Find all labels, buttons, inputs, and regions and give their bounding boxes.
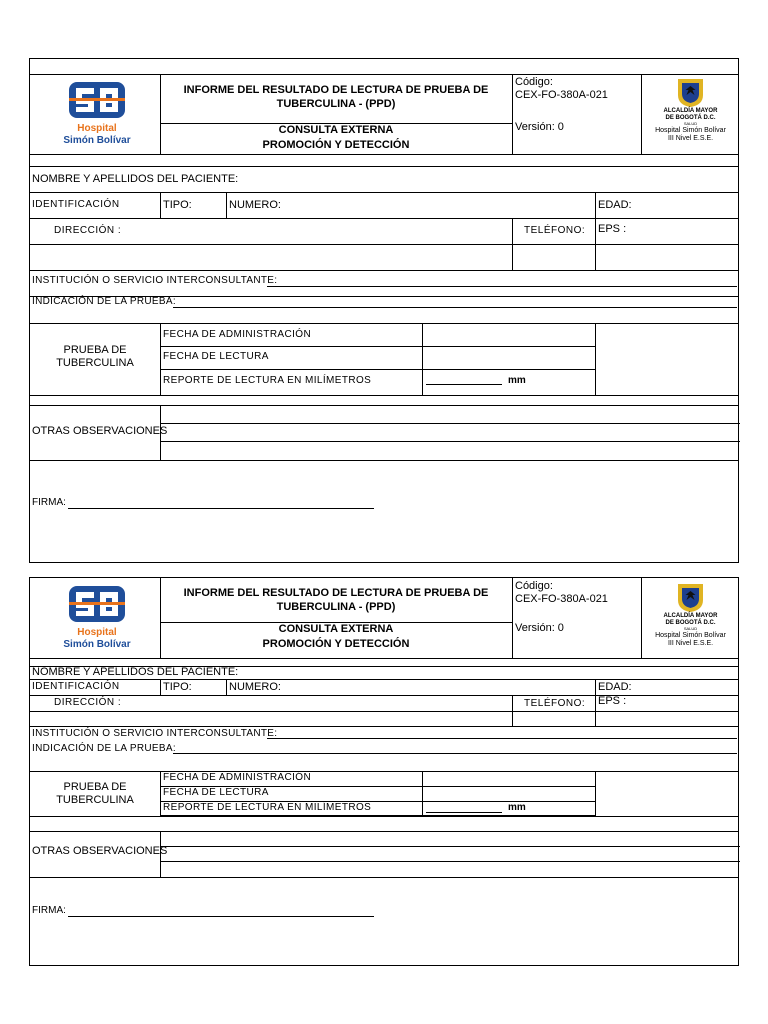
- hospital-logo: [52, 583, 142, 655]
- crest-line4: Hospital Simón Bolívar: [655, 127, 726, 134]
- crest-icon: [642, 582, 739, 612]
- admin-date-label: FECHA DE ADMINISTRACIÓN: [163, 329, 312, 340]
- reading-date-label: FECHA DE LECTURA: [163, 787, 269, 798]
- form-subtitle-line1: CONSULTA EXTERNA: [278, 623, 394, 635]
- code-value: CEX-FO-380A-021: [515, 593, 608, 605]
- address-label: DIRECCIÓN :: [54, 225, 122, 236]
- type-label: TIPO:: [163, 681, 192, 693]
- test-label-line2: TUBERCULINA: [56, 357, 134, 369]
- number-label: NUMERO:: [229, 199, 281, 211]
- version-label: Versión: 0: [515, 121, 564, 133]
- test-label-line1: PRUEBA DE: [63, 781, 127, 793]
- type-label: TIPO:: [163, 199, 192, 211]
- test-label-line1: PRUEBA DE: [63, 344, 127, 356]
- crest-line2: DE BOGOTÁ D.C.: [665, 115, 716, 121]
- address-label: DIRECCIÓN :: [54, 697, 122, 708]
- form-title-line2: TUBERCULINA - (PPD): [276, 601, 396, 613]
- report-mm-label: REPORTE DE LECTURA EN MILÍMETROS: [163, 375, 372, 386]
- bogota-crest-logo: [642, 582, 739, 658]
- report-mm-label: REPORTE DE LECTURA EN MILÍMETROS: [163, 802, 372, 813]
- logo-text-name: Simón Bolívar: [63, 135, 131, 146]
- logo-text-name: Simón Bolívar: [63, 639, 131, 650]
- admin-date-label: FECHA DE ADMINISTRACIÓN: [163, 772, 312, 783]
- mm-unit-label: mm: [508, 802, 526, 813]
- eps-label: EPS :: [598, 223, 627, 235]
- crest-line3: SALUD: [683, 121, 698, 126]
- crest-line3: SALUD: [683, 626, 698, 631]
- identification-label: IDENTIFICACIÓN: [32, 199, 120, 210]
- form-title-line1: INFORME DEL RESULTADO DE LECTURA DE PRUEBA DE: [183, 84, 489, 96]
- other-observations-label: OTRAS OBSERVACIONES: [32, 425, 168, 437]
- phone-label: TELÉFONO:: [524, 698, 586, 709]
- crest-icon: [642, 77, 739, 107]
- crest-line2: DE BOGOTÁ D.C.: [665, 620, 716, 626]
- signature-label: FIRMA:: [32, 497, 66, 508]
- other-observations-label: OTRAS OBSERVACIONES: [32, 845, 168, 857]
- patient-name-label: NOMBRE Y APELLIDOS DEL PACIENTE:: [32, 666, 239, 678]
- code-value: CEX-FO-380A-021: [515, 89, 608, 101]
- test-label-line2: TUBERCULINA: [56, 794, 134, 806]
- crest-line4: Hospital Simón Bolívar: [655, 632, 726, 639]
- hospital-logo-icon: [52, 79, 142, 123]
- mm-unit-label: mm: [508, 375, 526, 386]
- indication-label: INDICACIÓN DE LA PRUEBA:: [32, 296, 176, 307]
- form-subtitle-line2: PROMOCIÓN Y DETECCIÓN: [262, 139, 410, 151]
- number-label: NUMERO:: [229, 681, 281, 693]
- signature-label: FIRMA:: [32, 905, 66, 916]
- eps-label: EPS :: [598, 695, 627, 707]
- age-label: EDAD:: [598, 681, 632, 693]
- code-label: Código:: [515, 580, 553, 592]
- crest-line1: ALCALDÍA MAYOR: [663, 613, 718, 619]
- form-subtitle-line1: CONSULTA EXTERNA: [278, 124, 394, 136]
- crest-line1: ALCALDÍA MAYOR: [663, 108, 718, 114]
- hospital-logo-icon: [52, 583, 142, 627]
- logo-text-hospital: Hospital: [77, 627, 117, 638]
- phone-label: TELÉFONO:: [524, 225, 586, 236]
- bogota-crest-logo: [642, 77, 739, 153]
- indication-label: INDICACIÓN DE LA PRUEBA:: [32, 743, 176, 754]
- institution-label: INSTITUCIÓN O SERVICIO INTERCONSULTANTE:: [32, 728, 278, 739]
- patient-name-label: NOMBRE Y APELLIDOS DEL PACIENTE:: [32, 173, 239, 185]
- age-label: EDAD:: [598, 199, 632, 211]
- version-label: Versión: 0: [515, 622, 564, 634]
- reading-date-label: FECHA DE LECTURA: [163, 351, 269, 362]
- form-title-line2: TUBERCULINA - (PPD): [276, 98, 396, 110]
- institution-label: INSTITUCIÓN O SERVICIO INTERCONSULTANTE:: [32, 275, 278, 286]
- code-label: Código:: [515, 76, 553, 88]
- form-subtitle-line2: PROMOCIÓN Y DETECCIÓN: [262, 638, 410, 650]
- hospital-logo: [52, 79, 142, 151]
- form-copy-1: [29, 58, 739, 563]
- form-title-line1: INFORME DEL RESULTADO DE LECTURA DE PRUEBA DE: [183, 587, 489, 599]
- identification-label: IDENTIFICACIÓN: [32, 681, 120, 692]
- logo-text-hospital: Hospital: [77, 123, 117, 134]
- form-copy-2: [29, 577, 739, 966]
- crest-line5: III Nivel E.S.E.: [667, 640, 714, 647]
- crest-line5: III Nivel E.S.E.: [667, 135, 714, 142]
